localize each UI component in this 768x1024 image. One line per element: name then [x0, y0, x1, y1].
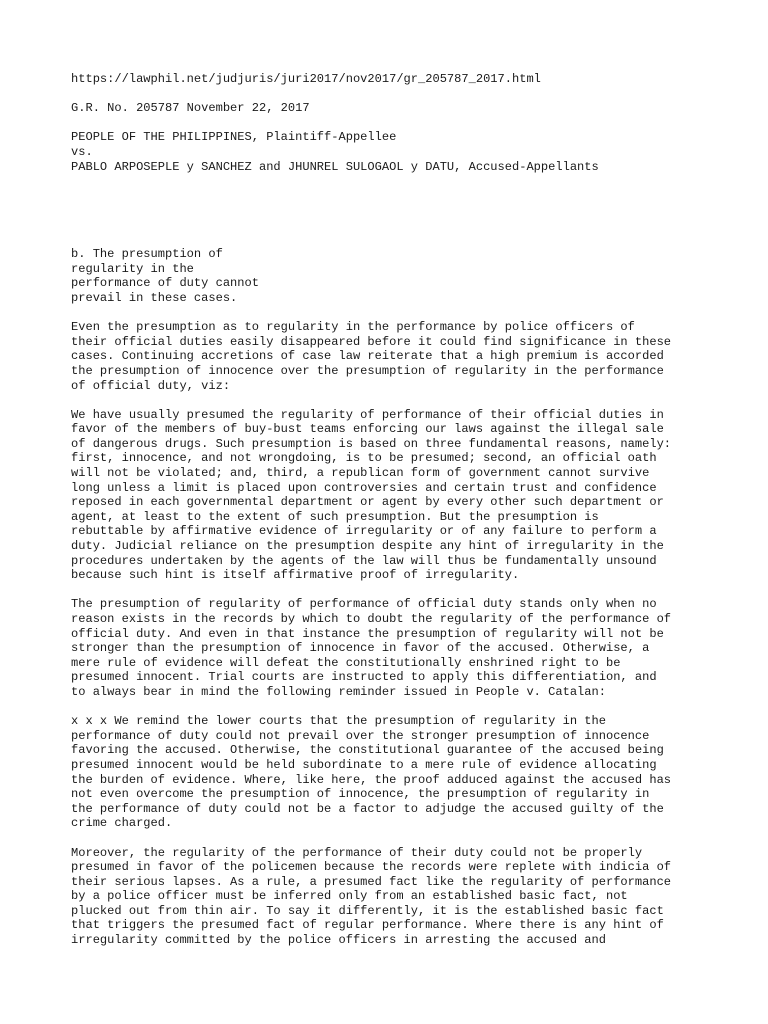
heading-line: b. The presumption of [71, 247, 223, 262]
paragraph-line: not even overcome the presumption of innocence, the presumption of regularity in [71, 787, 650, 802]
paragraph-line: plucked out from thin air. To say it differently, it is the established basic fact [71, 903, 664, 918]
paragraph [71, 408, 731, 583]
paragraph-line: by a police officer must be inferred only from an established basic fact, not [71, 889, 628, 904]
party-plaintiff: PEOPLE OF THE PHILIPPINES, Plaintiff-Appellee [71, 130, 397, 145]
paragraph-line: their official duties easily disappeared before it could find significance in these [71, 334, 672, 349]
paragraph-line: official duty. And even in that instance the presumption of regularity will not be [71, 626, 664, 641]
paragraph-line: presumed innocent. Trial courts are instructed to apply this differentiation, and [71, 670, 657, 685]
paragraph-line: first, innocence, and not wrongdoing, is to be presumed; second, an official oath [71, 451, 657, 466]
paragraph-line: will not be violated; and, third, a republican form of government cannot survive [71, 466, 650, 481]
paragraph-line: agent, at least to the extent of such presumption. But the presumption is [71, 509, 599, 524]
paragraph-line: the presumption of innocence over the presumption of regularity in the performance [71, 363, 664, 378]
paragraph-line: We have usually presumed the regularity of performance of their official duties in [71, 407, 664, 422]
paragraph-line: the burden of evidence. Where, like here, the proof adduced against the accused has [71, 772, 672, 787]
paragraph-line: stronger than the presumption of innocence in favor of the accused. Otherwise, a [71, 641, 650, 656]
paragraph-line: presumed in favor of the policemen because the records were replete with indicia of [71, 860, 672, 875]
paragraph-line: of dangerous drugs. Such presumption is based on three fundamental reasons, namely: [71, 436, 672, 451]
paragraph-line: favoring the accused. Otherwise, the constitutional guarantee of the accused being [71, 743, 664, 758]
paragraph-line: crime charged. [71, 816, 173, 831]
paragraph-line: their serious lapses. As a rule, a presumed fact like the regularity of performance [71, 874, 672, 889]
paragraph-line: The presumption of regularity of performance of official duty stands only when no [71, 597, 657, 612]
paragraph-line: performance of duty could not prevail over the stronger presumption of innocence [71, 728, 650, 743]
paragraph-line: irregularity committed by the police officers in arresting the accused and [71, 933, 606, 948]
heading-line: prevail in these cases. [71, 290, 238, 305]
paragraph-line: to always bear in mind the following reminder issued in People v. Catalan: [71, 684, 606, 699]
paragraph-line: rebuttable by affirmative evidence of irregularity or of any failure to perform a [71, 524, 657, 539]
heading-line: performance of duty cannot [71, 276, 259, 291]
paragraph-line: reposed in each governmental department or agent by every other such department or [71, 495, 664, 510]
paragraph-line: that triggers the presumed fact of regular performance. Where there is any hint of [71, 918, 664, 933]
paragraph [71, 320, 731, 393]
paragraph-line: procedures undertaken by the agents of the law will thus be fundamentally unsound [71, 553, 657, 568]
paragraph-line: cases. Continuing accretions of case law reiterate that a high premium is accorded [71, 349, 664, 364]
paragraph-line: because such hint is itself affirmative proof of irregularity. [71, 568, 520, 583]
paragraph [71, 846, 731, 948]
paragraph-line: long unless a limit is placed upon controversies and certain trust and confidence [71, 480, 657, 495]
paragraph [71, 714, 731, 831]
paragraph-line: Even the presumption as to regularity in the performance by police officers of [71, 320, 635, 335]
paragraph [71, 597, 731, 699]
party-accused: PABLO ARPOSEPLE y SANCHEZ and JHUNREL SULOGAOL y DATU, Accused-Appellants [71, 159, 599, 174]
paragraph-line: the performance of duty could not be a factor to adjudge the accused guilty of the [71, 801, 664, 816]
party-versus: vs. [71, 144, 93, 159]
section-heading [71, 247, 731, 305]
document-page [71, 72, 731, 948]
case-number: G.R. No. 205787 November 22, 2017 [71, 101, 310, 116]
paragraph-line: x x x We remind the lower courts that the presumption of regularity in the [71, 714, 606, 729]
source-url: https://lawphil.net/judjuris/juri2017/nov2017/gr_205787_2017.html [71, 72, 541, 86]
paragraph-line: reason exists in the records by which to doubt the regularity of the performance of [71, 612, 672, 626]
heading-line: regularity in the [71, 261, 194, 276]
paragraph-line: mere rule of evidence will defeat the constitutionally enshrined right to be [71, 655, 621, 670]
paragraph-line: favor of the members of buy-bust teams enforcing our laws against the illegal sale [71, 422, 664, 437]
paragraph-line: Moreover, the regularity of the performance of their duty could not be properly [71, 845, 643, 860]
paragraph-line: presumed innocent would be held subordinate to a mere rule of evidence allocating [71, 757, 657, 772]
paragraph-line: of official duty, viz: [71, 378, 231, 393]
paragraph-line: duty. Judicial reliance on the presumption despite any hint of irregularity in the [71, 539, 664, 554]
